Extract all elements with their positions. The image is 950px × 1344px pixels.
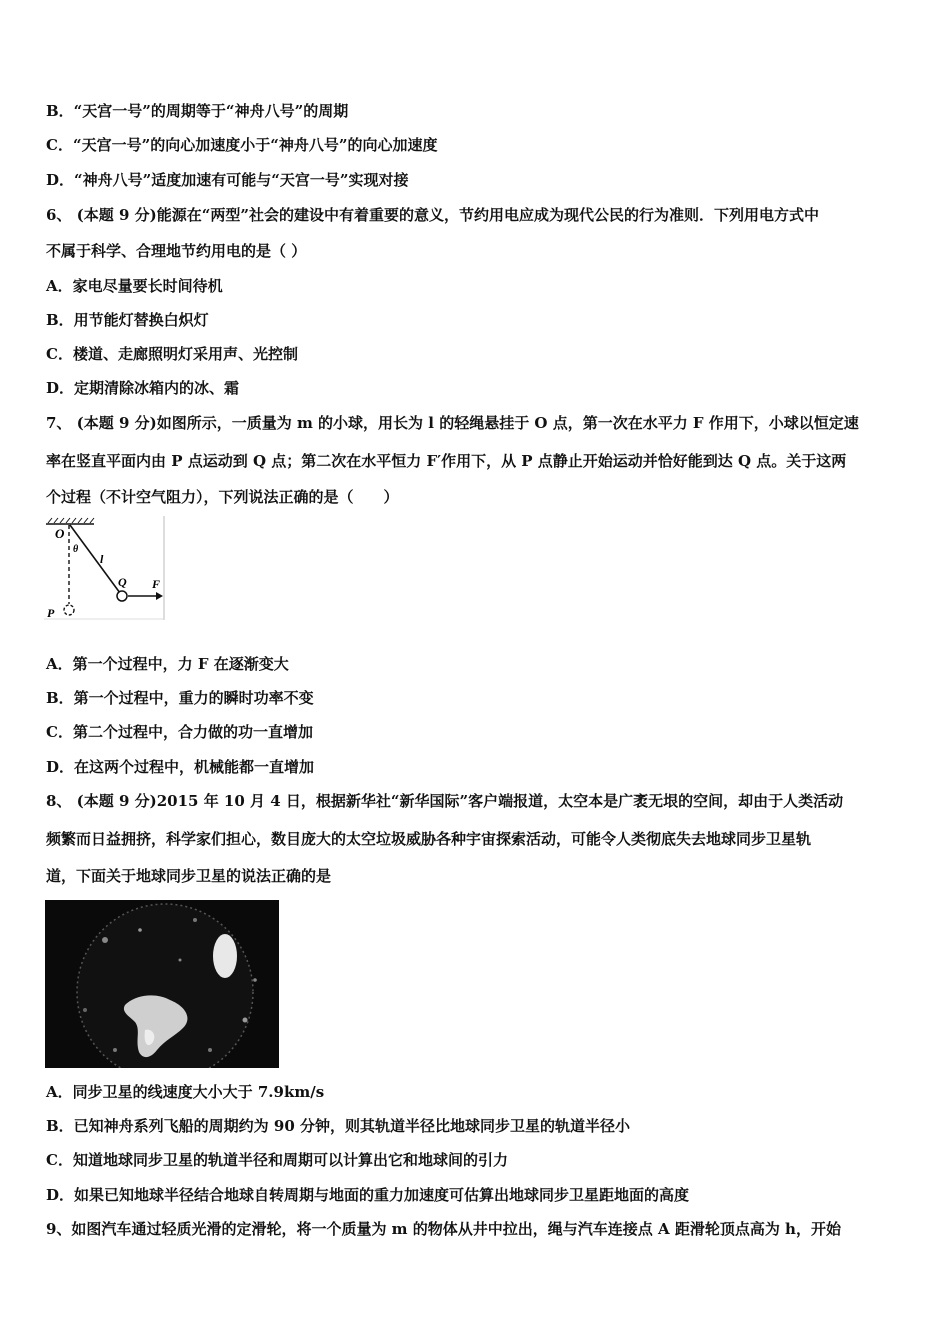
q7-stem-line3: 个过程（不计空气阻力），下列说法正确的是（ ） [46,488,399,506]
label-l: l [100,552,104,566]
q6-option-b: B．用节能灯替换白炽灯 [46,311,209,329]
label-o: O [55,526,65,541]
q8-stem-line3: 道，下面关于地球同步卫星的说法正确的是 [46,867,332,885]
pendulum-diagram [44,516,166,620]
q5-option-b: B．“天宫一号”的周期等于“神舟八号”的周期 [46,102,349,120]
q7-option-d: D．在这两个过程中，机械能都一直增加 [46,758,315,776]
ball-q [117,591,127,601]
q6-option-d: D．定期清除冰箱内的冰、霜 [46,379,240,397]
q7-stem-line1: 7、 (本题 9 分)如图所示，一质量为 m 的小球，用长为 l 的轻绳悬挂于 O 点，第一次在水平力 F 作用下，小球以恒定速 [46,414,859,432]
q7-option-b: B．第一个过程中，重力的瞬时功率不变 [46,689,314,707]
q8-option-b: B．已知神舟系列飞船的周期约为 90 分钟，则其轨道半径比地球同步卫星的轨道半径小 [46,1117,631,1135]
q6-option-a: A．家电尽量要长时间待机 [46,277,223,295]
earth-image [45,900,279,1068]
q8-option-d: D．如果已知地球半径结合地球自转周期与地面的重力加速度可估算出地球同步卫星距地面的高度 [46,1186,690,1204]
label-p: P [47,606,55,620]
force-arrow-head [156,592,163,600]
q5-option-d: D．“神舟八号”适度加速有可能与“天宫一号”实现对接 [46,171,409,189]
earth-outline [77,904,253,1068]
ceiling-hatch [46,518,94,524]
label-f: F [152,577,161,591]
ball-p-dashed [64,605,74,615]
string-line [70,525,120,593]
q5-option-c: C．“天宫一号”的向心加速度小于“神舟八号”的向心加速度 [46,136,438,154]
q7-option-c: C．第二个过程中，合力做的功一直增加 [46,723,313,741]
q7-stem-line2: 率在竖直平面内由 P 点运动到 Q 点；第二次在水平恒力 F′作用下，从 P 点静止开始运动并恰好能到达 Q 点。关于这两 [46,452,847,470]
q6-stem-line2: 不属于科学、合理地节约用电的是（ ） [46,242,307,260]
q8-option-a: A．同步卫星的线速度大小大于 7.9km/s [46,1083,325,1101]
label-theta: θ [73,544,79,555]
bright-cloud-patch [213,934,237,978]
q7-option-a: A．第一个过程中，力 F 在逐渐变大 [46,655,289,673]
label-q: Q [118,575,127,589]
q8-option-c: C．知道地球同步卫星的轨道半径和周期可以计算出它和地球间的引力 [46,1151,508,1169]
q8-stem-line2: 频繁而日益拥挤，科学家们担心，数目庞大的太空垃圾威胁各种宇宙探索活动，可能令人类彻底失去地球同步卫星轨 [46,830,812,848]
q6-stem-line1: 6、 (本题 9 分)能源在“两型”社会的建设中有着重要的意义，节约用电应成为现代公民的行为准则．下列用电方式中 [46,206,819,224]
q6-option-c: C．楼道、走廊照明灯采用声、光控制 [46,345,298,363]
q8-stem-line1: 8、 (本题 9 分)2015 年 10 月 4 日，根据新华社“新华国际”客户端报道，太空本是广袤无垠的空间，却由于人类活动 [46,792,844,810]
q9-stem-line1: 9、如图汽车通过轻质光滑的定滑轮，将一个质量为 m 的物体从井中拉出，绳与汽车连接点 A 距滑轮顶点高为 h，开始 [46,1220,841,1238]
